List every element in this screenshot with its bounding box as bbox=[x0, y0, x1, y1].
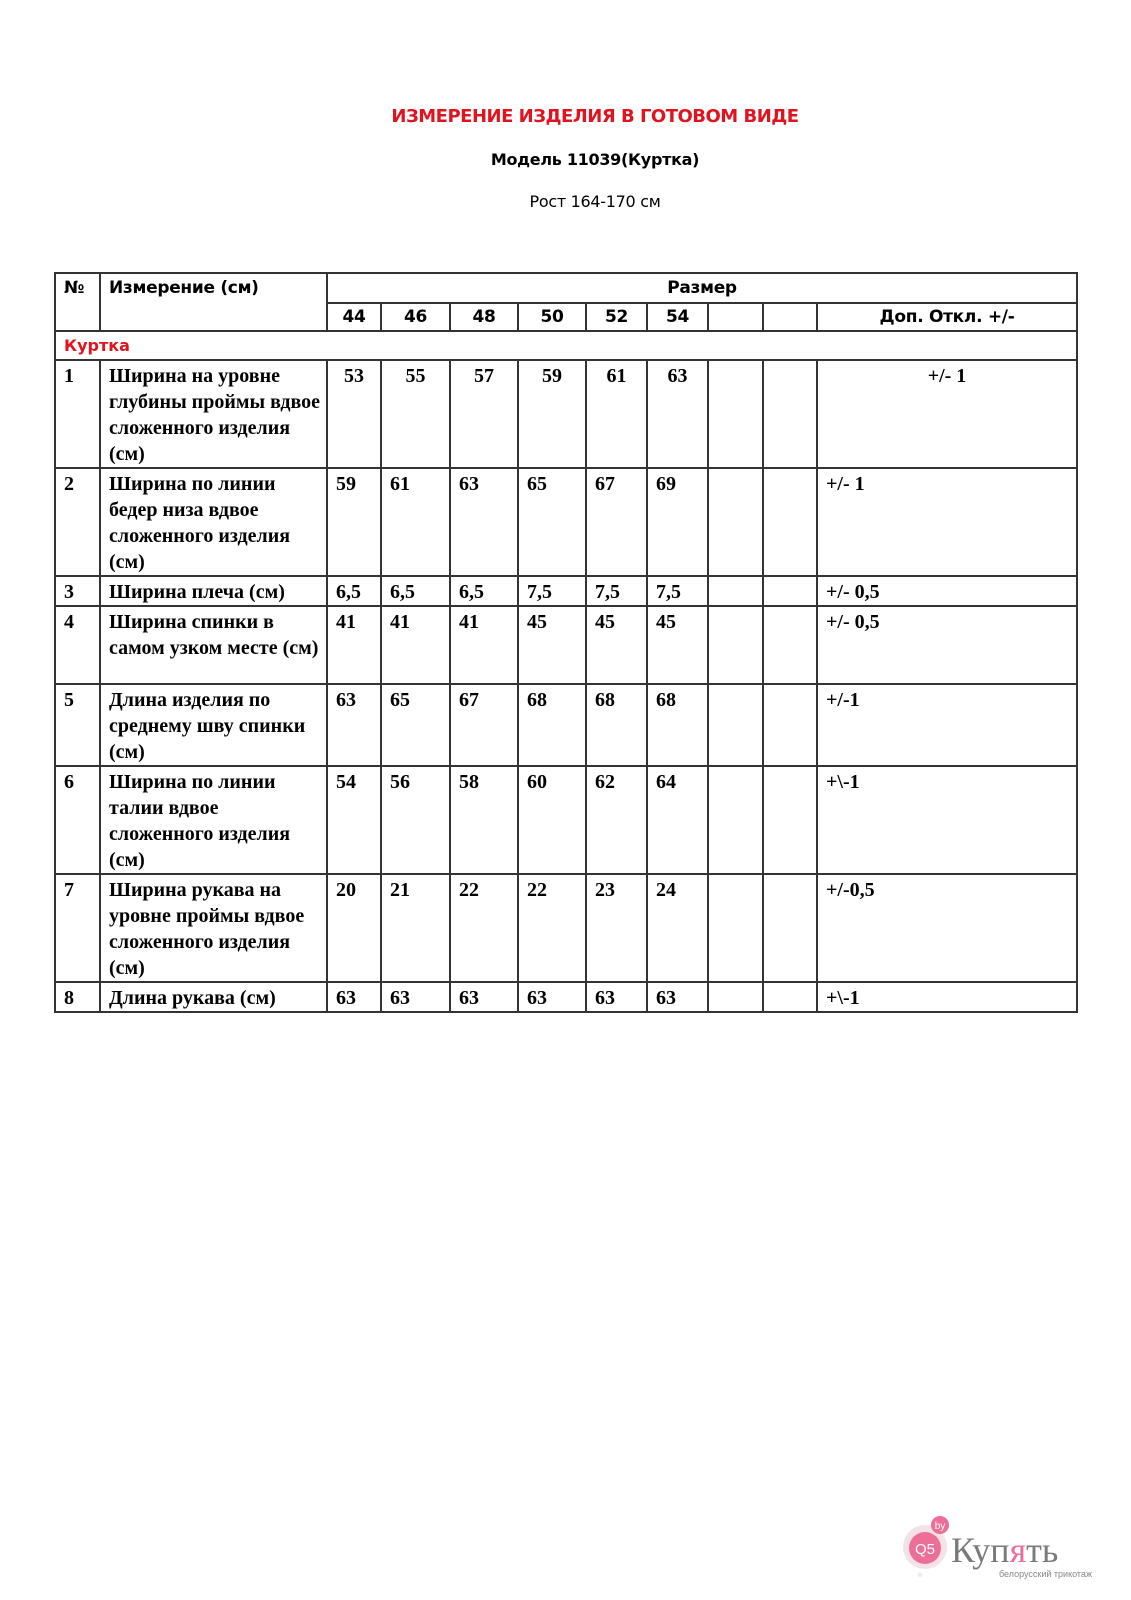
size-value: 6,5 bbox=[450, 576, 518, 606]
tolerance-value: +/- 1 bbox=[817, 468, 1077, 576]
row-number: 1 bbox=[55, 360, 100, 468]
size-value bbox=[708, 766, 763, 874]
size-value: 63 bbox=[450, 982, 518, 1012]
svg-text:Купять: Купять bbox=[951, 1530, 1059, 1570]
size-value: 22 bbox=[450, 874, 518, 982]
size-value bbox=[763, 576, 817, 606]
size-value bbox=[763, 874, 817, 982]
size-value: 65 bbox=[381, 684, 450, 766]
row-number: 6 bbox=[55, 766, 100, 874]
size-value: 53 bbox=[327, 360, 381, 468]
size-value bbox=[763, 766, 817, 874]
size-value: 23 bbox=[586, 874, 647, 982]
table-row bbox=[55, 982, 1077, 1012]
size-value: 67 bbox=[450, 684, 518, 766]
size-value: 55 bbox=[381, 360, 450, 468]
size-value: 7,5 bbox=[518, 576, 586, 606]
size-value: 41 bbox=[327, 606, 381, 684]
size-value: 6,5 bbox=[327, 576, 381, 606]
size-value: 58 bbox=[450, 766, 518, 874]
size-value: 7,5 bbox=[647, 576, 708, 606]
size-value: 61 bbox=[586, 360, 647, 468]
tolerance-value: +\-1 bbox=[817, 766, 1077, 874]
model-label: Модель 11039(Куртка) bbox=[490, 150, 700, 169]
measurement-name: Длина изделия по среднему шву спинки (см) bbox=[100, 684, 327, 766]
row-number: 7 bbox=[55, 874, 100, 982]
brand-logo-icon bbox=[895, 1515, 1095, 1585]
size-value: 56 bbox=[381, 766, 450, 874]
size-value: 41 bbox=[381, 606, 450, 684]
measurement-name: Ширина рукава на уровне проймы вдвое сложенного изделия (см) bbox=[100, 874, 327, 982]
size-value: 68 bbox=[586, 684, 647, 766]
size-value: 63 bbox=[381, 982, 450, 1012]
measurement-name: Ширина по линии бедер низа вдвое сложенного изделия (см) bbox=[100, 468, 327, 576]
tolerance-value: +/- 1 bbox=[817, 360, 1077, 468]
size-value: 68 bbox=[518, 684, 586, 766]
document-title: ИЗМЕРЕНИЕ ИЗДЕЛИЯ В ГОТОВОМ ВИДЕ bbox=[391, 106, 799, 127]
size-value: 62 bbox=[586, 766, 647, 874]
svg-text:белорусский трикотаж: белорусский трикотаж bbox=[999, 1569, 1092, 1579]
size-value: 22 bbox=[518, 874, 586, 982]
size-value: 59 bbox=[518, 360, 586, 468]
measurement-name: Ширина по линии талии вдвое сложенного изделия (см) bbox=[100, 766, 327, 874]
table-row bbox=[55, 468, 1077, 576]
size-value: 54 bbox=[327, 766, 381, 874]
size-header: 46 bbox=[381, 303, 450, 331]
size-value: 45 bbox=[647, 606, 708, 684]
height-label: Рост 164-170 см bbox=[529, 192, 661, 211]
tolerance-value: +/-0,5 bbox=[817, 874, 1077, 982]
size-value bbox=[708, 576, 763, 606]
measurement-name: Ширина плеча (см) bbox=[100, 576, 327, 606]
svg-text:Q5: Q5 bbox=[914, 1541, 936, 1558]
measurement-name: Ширина спинки в самом узком месте (см) bbox=[100, 606, 327, 684]
size-value: 61 bbox=[381, 468, 450, 576]
size-value bbox=[763, 684, 817, 766]
size-value bbox=[708, 982, 763, 1012]
col-header-size-group: Размер bbox=[327, 273, 1077, 303]
header-row-1 bbox=[55, 273, 1077, 303]
size-value bbox=[708, 874, 763, 982]
size-value: 20 bbox=[327, 874, 381, 982]
row-number: 2 bbox=[55, 468, 100, 576]
table-row bbox=[55, 360, 1077, 468]
brand-watermark bbox=[895, 1515, 1095, 1585]
size-value: 63 bbox=[518, 982, 586, 1012]
tolerance-value: +/- 0,5 bbox=[817, 606, 1077, 684]
row-number: 4 bbox=[55, 606, 100, 684]
size-value: 41 bbox=[450, 606, 518, 684]
size-value bbox=[763, 982, 817, 1012]
size-header: 48 bbox=[450, 303, 518, 331]
size-value: 6,5 bbox=[381, 576, 450, 606]
size-value: 24 bbox=[647, 874, 708, 982]
size-header: 44 bbox=[327, 303, 381, 331]
size-header: 50 bbox=[518, 303, 586, 331]
size-value bbox=[763, 360, 817, 468]
table-row bbox=[55, 576, 1077, 606]
size-value: 7,5 bbox=[586, 576, 647, 606]
size-value bbox=[708, 684, 763, 766]
size-value: 45 bbox=[518, 606, 586, 684]
table-row bbox=[55, 606, 1077, 684]
size-value: 57 bbox=[450, 360, 518, 468]
size-value bbox=[708, 360, 763, 468]
size-value: 67 bbox=[586, 468, 647, 576]
col-header-no: № bbox=[55, 273, 100, 331]
size-value: 59 bbox=[327, 468, 381, 576]
table-row bbox=[55, 684, 1077, 766]
section-label: Куртка bbox=[55, 331, 1077, 360]
size-header bbox=[708, 303, 763, 331]
table-row bbox=[55, 874, 1077, 982]
size-value: 63 bbox=[586, 982, 647, 1012]
svg-text:by: by bbox=[934, 1521, 946, 1532]
size-value: 63 bbox=[450, 468, 518, 576]
table-row bbox=[55, 766, 1077, 874]
measurement-name: Ширина на уровне глубины проймы вдвое сложенного изделия (см) bbox=[100, 360, 327, 468]
size-value bbox=[763, 468, 817, 576]
tolerance-value: +\-1 bbox=[817, 982, 1077, 1012]
size-value: 63 bbox=[647, 360, 708, 468]
col-header-tolerance: Доп. Откл. +/- bbox=[817, 303, 1077, 331]
size-value: 68 bbox=[647, 684, 708, 766]
size-value bbox=[708, 606, 763, 684]
tolerance-value: +/-1 bbox=[817, 684, 1077, 766]
row-number: 5 bbox=[55, 684, 100, 766]
measurement-table bbox=[54, 272, 1078, 1013]
size-value bbox=[708, 468, 763, 576]
size-value: 63 bbox=[327, 684, 381, 766]
row-number: 3 bbox=[55, 576, 100, 606]
size-header: 52 bbox=[586, 303, 647, 331]
section-row bbox=[55, 331, 1077, 360]
size-value: 63 bbox=[647, 982, 708, 1012]
size-value: 63 bbox=[327, 982, 381, 1012]
size-value: 45 bbox=[586, 606, 647, 684]
size-value: 69 bbox=[647, 468, 708, 576]
size-value: 21 bbox=[381, 874, 450, 982]
measurement-name: Длина рукава (см) bbox=[100, 982, 327, 1012]
size-header: 54 bbox=[647, 303, 708, 331]
row-number: 8 bbox=[55, 982, 100, 1012]
size-header bbox=[763, 303, 817, 331]
size-value: 65 bbox=[518, 468, 586, 576]
col-header-measure: Измерение (см) bbox=[100, 273, 327, 331]
size-value bbox=[763, 606, 817, 684]
size-value: 64 bbox=[647, 766, 708, 874]
size-value: 60 bbox=[518, 766, 586, 874]
tolerance-value: +/- 0,5 bbox=[817, 576, 1077, 606]
